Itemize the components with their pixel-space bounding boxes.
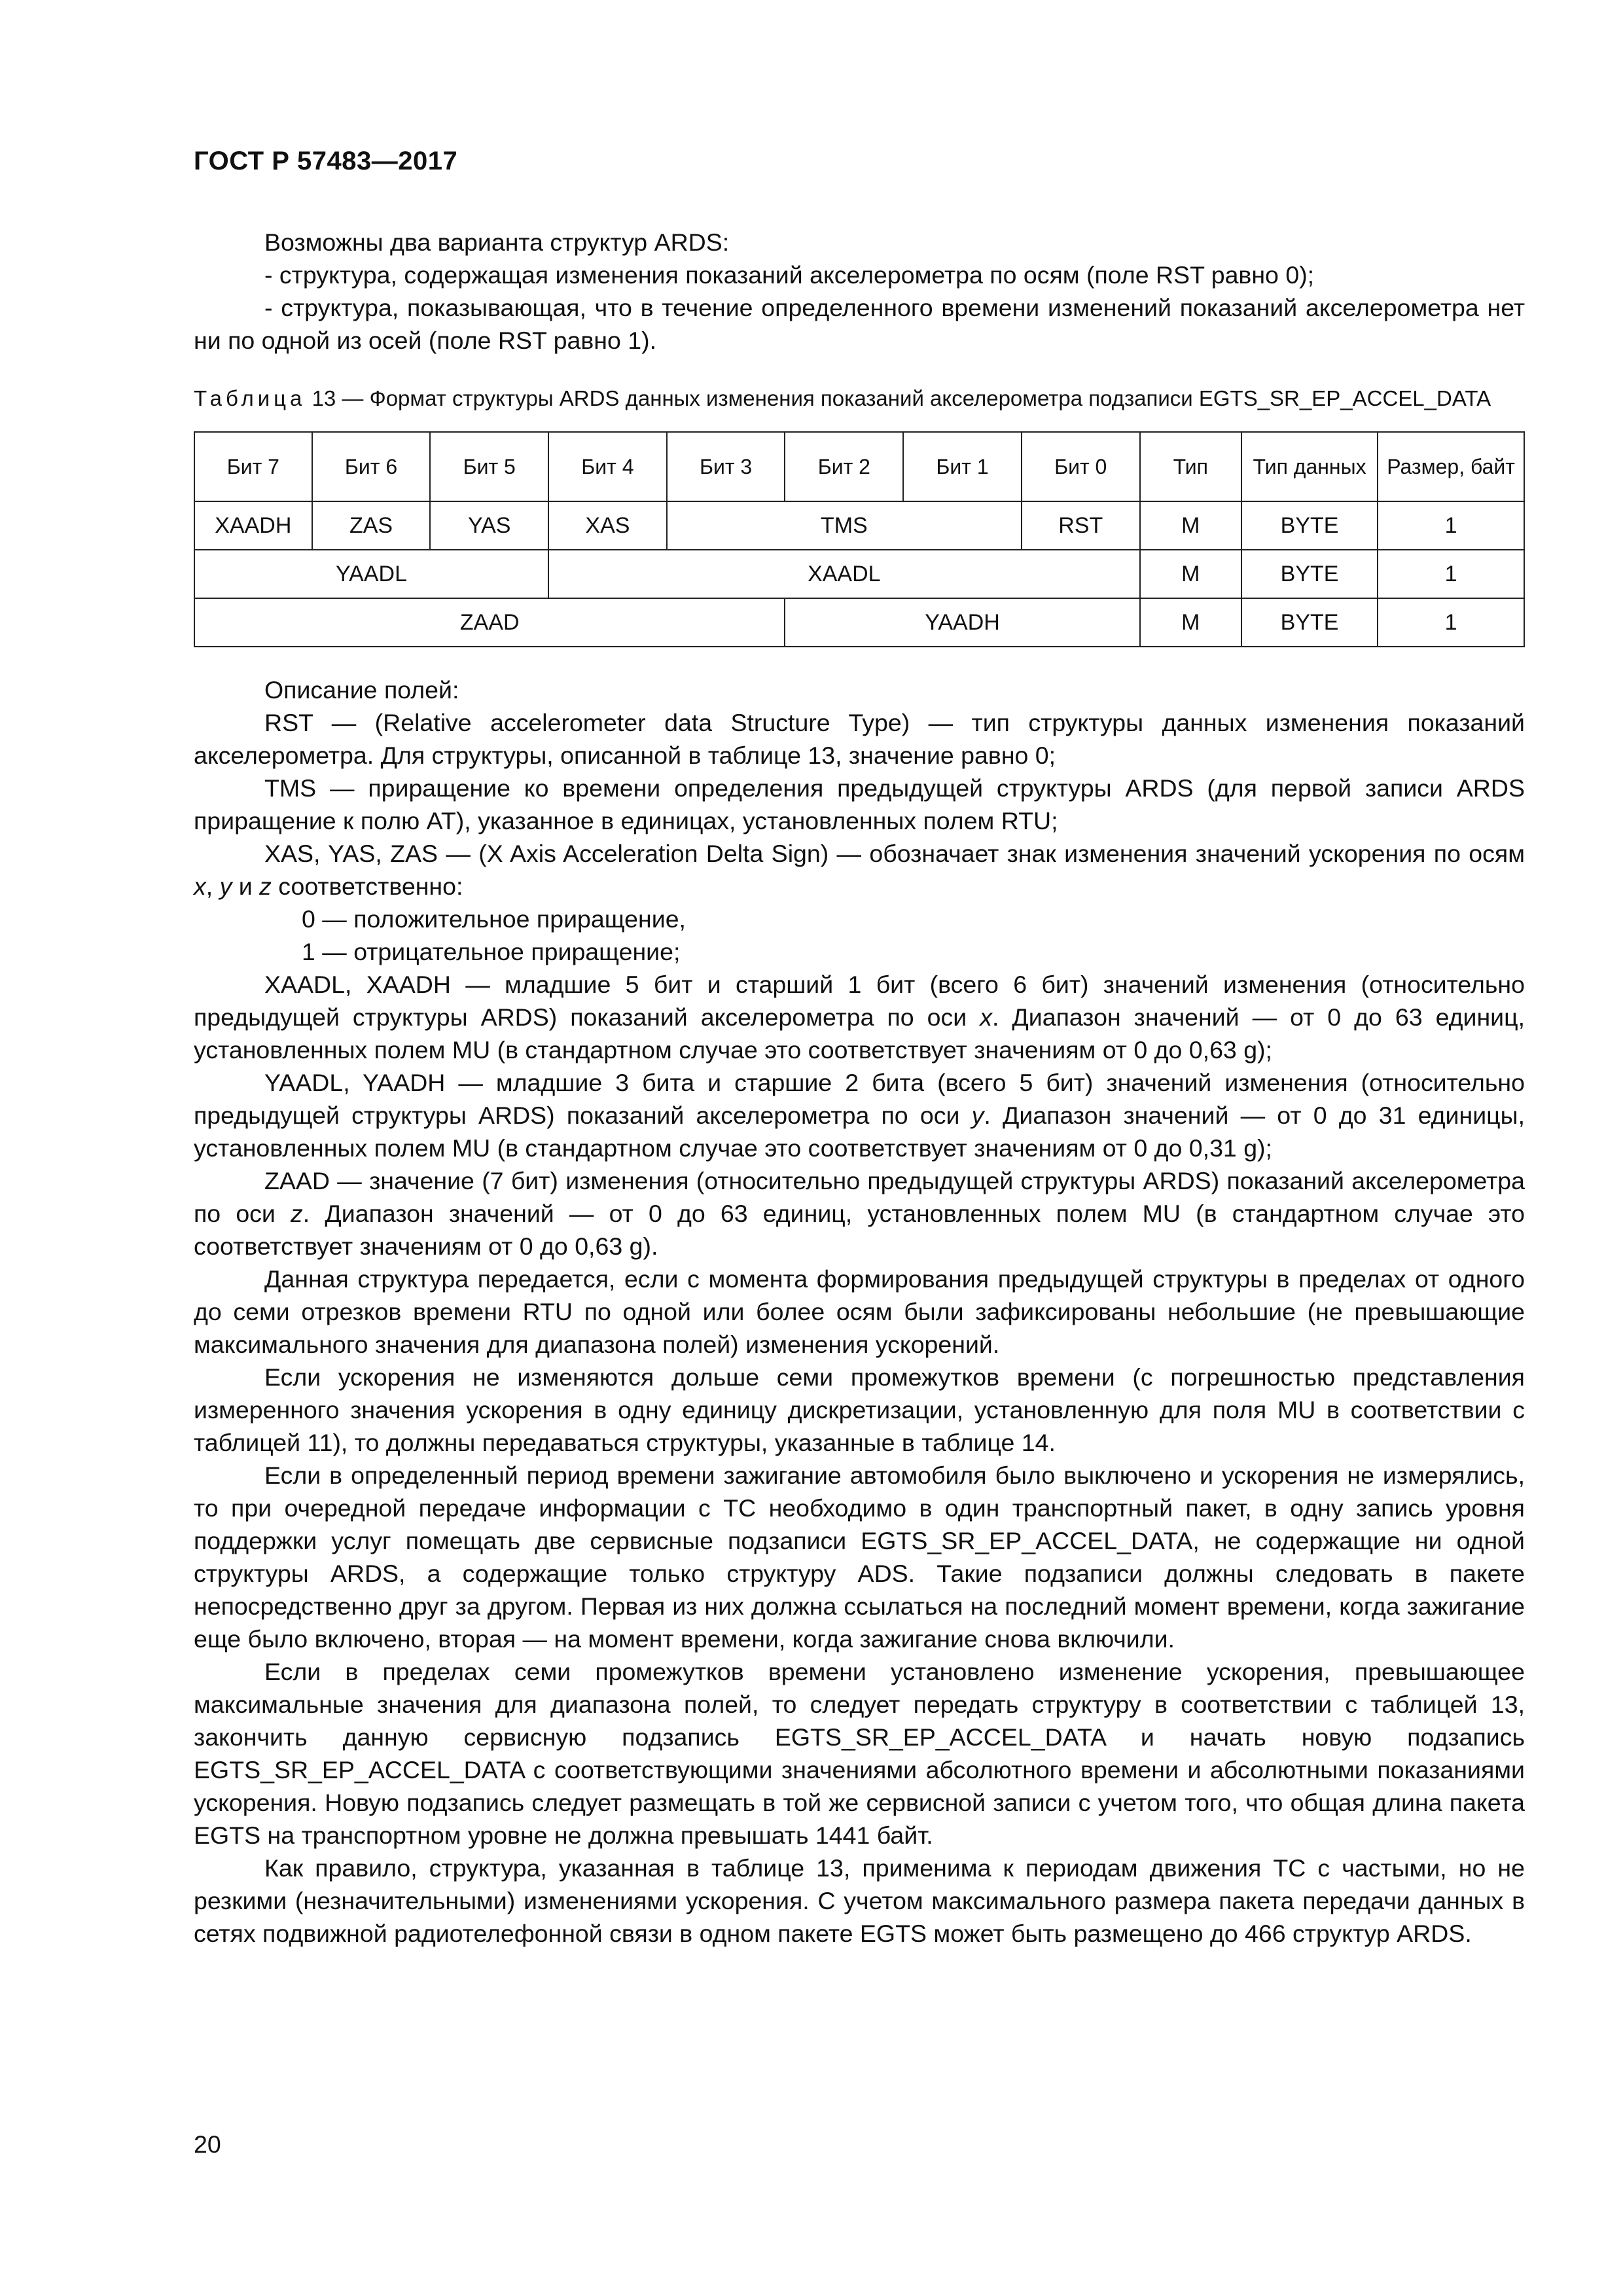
table-13 (194, 431, 1525, 647)
table-row (194, 550, 1524, 598)
field-rst: RST — (Relative accelerometer data Structure Type) — тип структуры данных изменения показаний акселерометра. Для структуры, описанной в таблице 13, значение равно 0; (194, 709, 1525, 769)
text-run: XAADL, XAADH — младшие 5 бит и старший 1 бит (всего 6 бит) значений изменения (относительно предыдущей структуры ARDS) показаний акселерометра по оси (194, 971, 1525, 1031)
header-cell: Тип данных (1241, 432, 1378, 501)
cell-data-type: BYTE (1241, 501, 1378, 550)
field-signs (194, 837, 1525, 903)
cell-size: 1 (1378, 501, 1524, 550)
cell-zaad: ZAAD (194, 598, 785, 647)
text-run: . Диапазон значений — от 0 до 31 единицы, установленных полем MU (в стандартном случае это соответствует значениям от 0 до 0,31 g); (194, 1102, 1525, 1162)
header-cell: Бит 5 (430, 432, 548, 501)
header-cell: Бит 4 (548, 432, 667, 501)
cell-data-type: BYTE (1241, 598, 1378, 647)
body-paragraph: Как правило, структура, указанная в таблице 13, применима к периодам движения ТС с частыми, но не резкими (незначительными) изменениями ускорения. С учетом максимального размера пакета передачи данных в сетях подвижной радиотелефонной связи в одном пакете EGTS может быть размещено до 466 структур ARDS. (194, 1854, 1525, 1947)
cell-yaadl: YAADL (194, 550, 548, 598)
field-zaad (194, 1164, 1525, 1263)
page-number: 20 (194, 2130, 221, 2158)
body-paragraph: Если в пределах семи промежутков времени установлено изменение ускорения, превышающее максимальные значения для диапазона полей, то следует передать структуру в соответствии с таблицей 13, закончить данную сервисную подзапись EGTS_SR_EP_ACCEL_DATA и начать новую подзапись EGTS_SR_EP_ACCEL_DATA с соответствующими значениями абсолютного времени и абсолютными показаниями ускорения. Новую подзапись следует размещать в той же сервисной записи с учетом того, что общая длина пакета EGTS на транспортном уровне не должна превышать 1441 байт. (194, 1658, 1525, 1849)
header-cell: Бит 3 (667, 432, 785, 501)
cell-type: M (1140, 598, 1241, 647)
cell-xas: XAS (548, 501, 667, 550)
axis-label: y (971, 1102, 984, 1129)
cell-tms: TMS (667, 501, 1022, 550)
text-run: YAADL, YAADH — младшие 3 бита и старшие 2 бита (всего 5 бит) значений изменения (относительно предыдущей структуры ARDS) показаний акселерометра по оси (194, 1069, 1525, 1129)
intro-item-1: - структура, содержащая изменения показаний акселерометра по осям (поле RST равно 0); (264, 261, 1315, 289)
axis-label: x (194, 872, 206, 900)
cell-type: M (1140, 550, 1241, 598)
header-cell: Тип (1140, 432, 1241, 501)
header-cell: Бит 1 (903, 432, 1022, 501)
cell-xaadh: XAADH (194, 501, 312, 550)
intro-lead: Возможны два варианта структур ARDS: (264, 228, 730, 256)
table-header-row (194, 432, 1524, 501)
body-paragraph: Данная структура передается, если с момента формирования предыдущей структуры в пределах от одного до семи отрезков времени RTU по одной или более осям были зафиксированы небольшие (не превышающие максимального значения для диапазона полей) изменения ускорений. (194, 1265, 1525, 1358)
intro-item-2: - структура, показывающая, что в течение определенного времени изменений показаний акселерометра нет ни по одной из осей (поле RST равно 1). (194, 294, 1525, 354)
text-run: соответственно: (271, 872, 463, 900)
table-caption-text: 13 — Формат структуры ARDS данных изменения показаний акселерометра подзаписи EGTS_SR_EP_ACCEL_DATA (312, 386, 1491, 410)
header-cell: Размер, байт (1378, 432, 1524, 501)
text-run: XAS, YAS, ZAS — (X Axis Acceleration Delta Sign) — обозначает знак изменения значений ускорения по осям (264, 840, 1525, 867)
cell-type: M (1140, 501, 1241, 550)
page-content (194, 226, 1525, 1950)
field-yaad (194, 1066, 1525, 1164)
text-run: , (205, 872, 220, 900)
document-header: ГОСТ Р 57483—2017 (194, 147, 458, 175)
text-run: и (232, 872, 260, 900)
header-cell: Бит 0 (1022, 432, 1140, 501)
cell-data-type: BYTE (1241, 550, 1378, 598)
axis-label: x (980, 1003, 992, 1031)
axis-label: z (259, 872, 272, 900)
cell-zas: ZAS (312, 501, 431, 550)
text-run: . Диапазон значений — от 0 до 63 единиц, установленных полем MU (в стандартном случае это соответствует значениям от 0 до 0,63 g); (194, 1003, 1525, 1064)
text-run: . Диапазон значений — от 0 до 63 единиц, установленных полем MU (в стандартном случае это соответствует значениям от 0 до 0,63 g). (194, 1200, 1525, 1260)
body-paragraph: Если ускорения не изменяются дольше семи промежутков времени (с погрешностью представления измеренного значения ускорения в одну единицу дискретизации, установленную для поля MU в соответствии с таблицей 11), то должны передаваться структуры, указанные в таблице 14. (194, 1363, 1525, 1456)
body-paragraph: Если в определенный период времени зажигание автомобиля было выключено и ускорения не измерялись, то при очередной передаче информации с ТС необходимо в один транспортный пакет, в одну запись уровня поддержки услуг помещать две сервисные подзаписи EGTS_SR_EP_ACCEL_DATA, не содержащие ни одной структуры ARDS, а содержащие только структуру ADS. Такие подзаписи должны следовать в пакете непосредственно друг за другом. Первая из них должна ссылаться на последний момент времени, когда зажигание еще было включено, вторая — на момент времени, когда зажигание снова включили. (194, 1462, 1525, 1653)
sign-positive: 0 — положительное приращение, (302, 905, 686, 933)
table-row (194, 598, 1524, 647)
cell-size: 1 (1378, 598, 1524, 647)
field-tms: TMS — приращение ко времени определения предыдущей структуры ARDS (для первой записи ARDS приращение к полю AT), указанное в единицах, установленных полем RTU; (194, 774, 1525, 834)
fields-lead: Описание полей: (264, 676, 459, 704)
cell-yaadh: YAADH (785, 598, 1139, 647)
text-run: ZAAD — значение (7 бит) изменения (относительно предыдущей структуры ARDS) показаний акселерометра по оси (194, 1167, 1525, 1227)
header-cell: Бит 6 (312, 432, 431, 501)
cell-xaadl: XAADL (548, 550, 1140, 598)
cell-rst: RST (1022, 501, 1140, 550)
sign-negative: 1 — отрицательное приращение; (302, 938, 681, 965)
header-cell: Бит 2 (785, 432, 903, 501)
table-caption-label: Таблица (194, 386, 306, 410)
axis-label: z (291, 1200, 303, 1227)
table-row (194, 501, 1524, 550)
axis-label: y (219, 872, 232, 900)
field-xaad (194, 968, 1525, 1066)
cell-yas: YAS (430, 501, 548, 550)
table-13-caption (194, 384, 1525, 413)
header-cell: Бит 7 (194, 432, 312, 501)
cell-size: 1 (1378, 550, 1524, 598)
